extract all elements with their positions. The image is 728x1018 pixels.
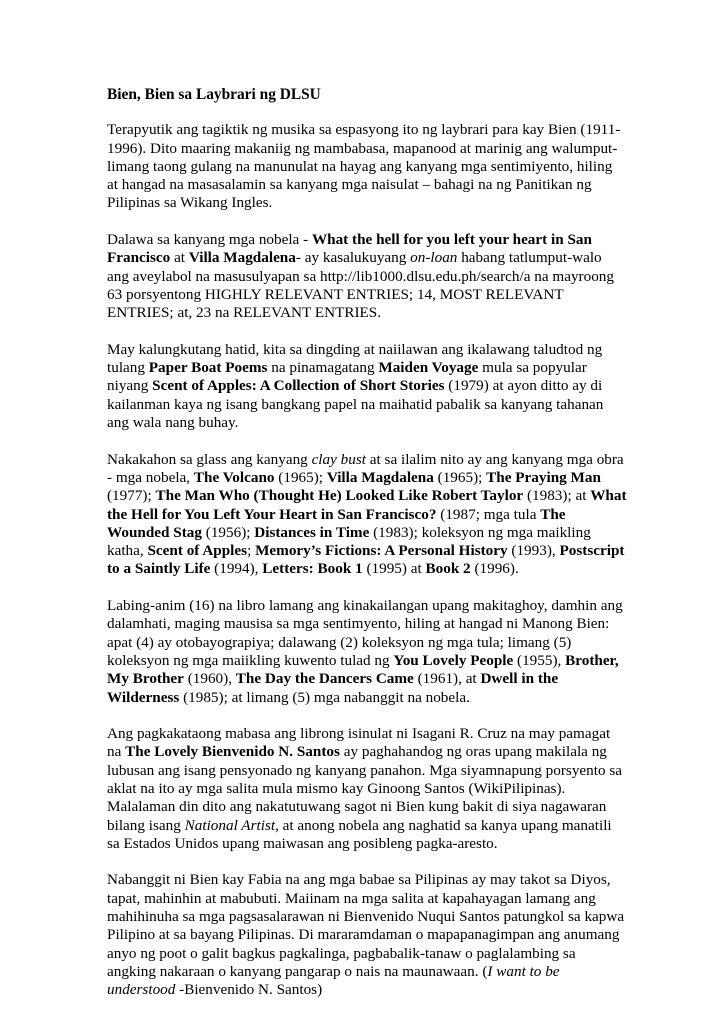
- document-page: [107, 86, 627, 1018]
- text-span: - ay kasalukuyang: [295, 249, 411, 267]
- text-span: Nabanggit ni Bien kay Fabia na ang mga babae sa Pilipinas ay may takot sa Diyos, tapat, mahinhin at mabubuti. Maiinam na mga salita at kapahayagan lamang ang mahihinuha sa mga pagsasalarawan ni Bienvenido Nuqui Santos patungkol sa kapwa Pilipino at sa bayang Pilipinas. Di mararamdaman o mapapanagimpan ang anumang anyo ng poot o galit bagkus pagkalinga, pagbabalik-tanaw o paglalambing sa angking nakaraan o kanyang pangarap o nais na maunawaan. (: [107, 871, 625, 980]
- text-span: (1965);: [433, 468, 487, 486]
- paragraph-2: [107, 231, 627, 322]
- book-title: What the Hell for You Left Your Heart in San Francisco?: [107, 487, 627, 523]
- book-title: Distances in Time: [254, 523, 370, 541]
- book-title: You Lovely People: [393, 651, 514, 669]
- book-title: The Man Who (Thought He) Looked Like Robert Taylor: [155, 487, 524, 505]
- text-span: (1996).: [470, 560, 519, 578]
- text-span: -Bienvenido N. Santos): [175, 981, 323, 999]
- book-title: The Day the Dancers Came: [235, 670, 414, 688]
- text-span: (1995) at: [362, 560, 426, 578]
- italic-term: clay bust: [311, 450, 366, 468]
- text-span: (1987; mga tula: [436, 505, 541, 523]
- text-span: (1985); at limang (5) mga nabanggit na nobela.: [179, 688, 470, 706]
- text-span: (1983); koleksyon ng mga maikling katha,: [107, 523, 591, 560]
- paragraph-5: [107, 597, 627, 707]
- text-span: Labing-anim (16) na libro lamang ang kinakailangan upang makitaghoy, damhin ang dalamhati, maging mausisa sa mga sentimyento, hiling at hangad ni Manong Bien: apat (4) ay otobayograpiya; dalawang (2) koleksyon ng mga tula; limang (5) koleksyon ng mga maiikling kuwento tulad ng: [107, 597, 623, 669]
- text-span: habang tatlumput-walo ang aveylabol na masusulyapan sa http://lib1000.dlsu.edu.ph/search/a na mayroong 63 porsyentong HIGHLY RELEVANT ENTRIES; 14, MOST RELEVANT ENTRIES; at, 23 na RELEVANT ENTRIES.: [107, 249, 614, 322]
- text-span: , at anong nobela ang naghatid sa kanya upang manatili sa Estados Unidos upang maiwasan ang posibleng pagka-aresto.: [107, 816, 612, 852]
- text-span: Dalawa sa kanyang mga nobela -: [107, 231, 312, 249]
- book-title: Book 2: [425, 560, 471, 578]
- paragraph-1: [107, 121, 627, 212]
- book-title: Scent of Apples: A Collection of Short Stories: [152, 377, 445, 395]
- text-span: (1979) at ayon ditto ay di kailanman kaya ng isang bangkang papel na maihatid pabalik sa kanyang tahanan ang wala nang buhay.: [107, 377, 604, 432]
- book-title: Villa Magdalena: [326, 468, 434, 486]
- text-span: ay paghahandog ng oras upang makilala ng lubusan ang isang pensyonado ng kanyang panahon. Mga siyamnapung porsyento sa aklat na ito ay mga salita mula mismo kay Ginoong Santos (WikiPilipinas). Malalaman din dito ang nakatutuwang sagot ni Bien kung bakit di siya nagawaran bilang isang: [107, 743, 623, 834]
- book-title: Brother, My Brother: [107, 651, 619, 688]
- text-span: Ang pagkakataong mabasa ang librong isinulat ni Isagani R. Cruz na may pamagat na: [107, 725, 611, 761]
- paragraph-4: [107, 451, 627, 579]
- book-title: Letters: Book 1: [262, 560, 363, 578]
- book-title: The Wounded Stag: [107, 505, 566, 541]
- text-span: (1955),: [513, 651, 566, 669]
- text-span: mula sa popyular niyang: [107, 359, 587, 395]
- book-title: Paper Boat Poems: [148, 359, 268, 377]
- book-title: The Lovely Bienvenido N. Santos: [125, 743, 340, 761]
- book-title: The Volcano: [193, 468, 275, 486]
- text-span: (1993),: [507, 542, 560, 560]
- book-title: Memory’s Fictions: A Personal History: [255, 542, 508, 560]
- text-span: (1961), at: [413, 670, 481, 688]
- text-span: (1965);: [274, 468, 327, 486]
- paragraph-6: [107, 725, 627, 853]
- paragraph-7: [107, 871, 627, 999]
- book-title: Dwell in the Wilderness: [107, 670, 559, 706]
- book-title: The Praying Man: [486, 468, 601, 486]
- book-title: What the hell for you left your heart in San Francisco: [107, 231, 592, 267]
- italic-term: I want to be understood: [107, 962, 560, 999]
- text-span: (1960),: [183, 670, 236, 688]
- italic-term: on-loan: [410, 249, 458, 267]
- text-span: May kalungkutang hatid, kita sa dingding at naiilawan ang ikalawang taludtod ng tulang: [107, 340, 603, 377]
- book-title: Scent of Apples: [147, 542, 248, 560]
- italic-term: National Artist: [184, 816, 276, 834]
- book-title: Villa Magdalena: [188, 249, 296, 267]
- text-span: (1994),: [210, 560, 263, 578]
- text-span: Terapyutik ang tagiktik ng musika sa espasyong ito ng laybrari para kay Bien (1911-1996). Dito maaring makaniig ng mambabasa, mapanood at marinig ang walumput-limang taong gulang na manunulat na hayag ang kanyang mga sentimiyento, hiling at hangad na masasalamin sa kanyang mga naisulat – bahagi na ng Panitikan ng Pilipinas sa Wikang Ingles.: [107, 121, 621, 212]
- text-span: na pinamagatang: [267, 359, 379, 377]
- paragraph-3: [107, 341, 627, 432]
- text-span: at: [170, 249, 189, 267]
- book-title: Postscript to a Saintly Life: [107, 542, 625, 578]
- text-span: ;: [247, 542, 256, 560]
- text-span: (1983); at: [523, 487, 591, 505]
- text-span: at sa ilalim nito ay ang kanyang mga obra - mga nobela,: [107, 450, 624, 486]
- text-span: (1977);: [107, 487, 156, 505]
- text-span: (1956);: [201, 523, 255, 541]
- book-title: Maiden Voyage: [378, 359, 479, 377]
- text-span: Nakakahon sa glass ang kanyang: [107, 450, 312, 468]
- document-title: Bien, Bien sa Laybrari ng DLSU: [107, 86, 321, 103]
